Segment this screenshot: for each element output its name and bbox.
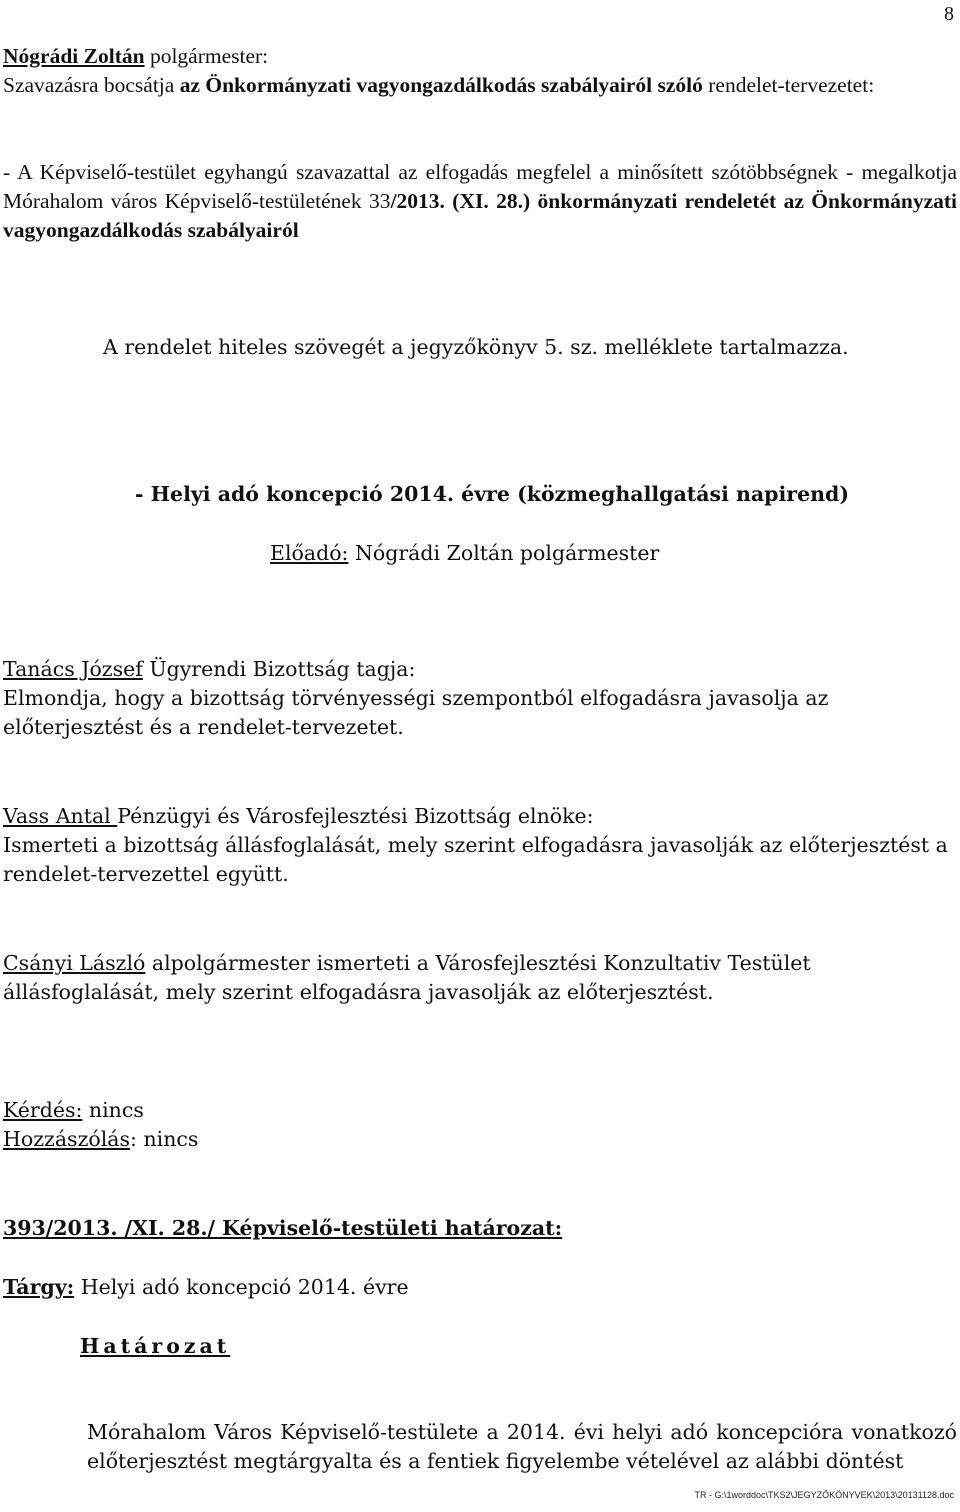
speaker-name: Nógrádi Zoltán [3,44,145,68]
statement-speaker: Vass Antal [3,804,118,828]
statement-speaker: Csányi László [3,951,146,975]
statement-speaker: Tanács József [3,657,143,681]
comment-label: Hozzászólás [3,1127,131,1151]
resolution-subject [3,1273,957,1302]
regulation-adopted: önkormányzati rendeletét az Önkormányzati vagyongazdálkodás szabályairól [3,189,958,242]
presenter-line [270,539,950,568]
statement-csanyi: Csányi László alpolgármester ismerteti a Városfejlesztési Konzultativ Testület állásfoglalását, mely szerint elfogadásra javasolják az előterjesztést. [3,951,811,1004]
file-path-footer: TR - G:\1worddoc\TKS2\JEGYZŐKÖNYVEK\2013\20131128.doc [694,1490,954,1500]
question-value: nincs [82,1098,144,1122]
agenda-title: - Helyi adó koncepció 2014. évre (közmeghallgatási napirend) [135,482,850,506]
resolution-number: 393/2013. /XI. 28./ Képviselő-testületi határozat: [3,1216,563,1240]
speaker-role: polgármester: [144,44,269,68]
page-number: 8 [944,3,954,25]
statement-vass: Vass Antal Pénzügyi és Városfejlesztési Bizottság elnöke: Ismerteti a bizottság állásfoglalását, mely szerint elfogadásra javasolják az előterjesztést a rendelet-tervezettel együtt. [3,802,957,889]
comment-value: : nincs [130,1127,199,1151]
statement-text: Ismerteti a bizottság állásfoglalását, mely szerint elfogadásra javasolják az előterjesztést a rendelet-tervezettel együtt. [3,833,948,886]
regulation-title: az Önkormányzati vagyongazdálkodás szabályairól szóló [179,73,703,97]
statement-tanacs: Tanács József Ügyrendi Bizottság tagja: Elmondja, hogy a bizottság törvényességi szempontból elfogadásra javasolja az előterjesztést és a rendelet-tervezetet. [3,655,957,742]
speaker-line [3,42,957,71]
vote-block [3,42,957,100]
presenter-name: Nógrádi Zoltán polgármester [348,541,660,565]
presenter-label: Előadó: [270,541,349,565]
qa-block [3,1096,957,1154]
question-label: Kérdés: [3,1098,83,1122]
vote-intro: Szavazásra bocsátja az Önkormányzati vagyongazdálkodás szabályairól szóló rendelet-tervezetet: [3,73,875,97]
subject-label: Tárgy: [3,1275,75,1299]
vote-result: - A Képviselő-testület egyhangú szavazattal az elfogadás megfelel a minősített szótöbbségnek - megalkotja Mórahalom város Képviselő-testületének 33/2013. (XI. 28.) önkormányzati rendeletét az Önkormányzati vagyongazdálkodás szabályairól [3,160,958,242]
subject-value: Helyi adó koncepció 2014. évre [74,1275,409,1299]
resolution-body: Mórahalom Város Képviselő-testülete a 2014. évi helyi adó koncepcióra vonatkozó előterjesztést megtárgyalta és a fentiek figyelembe vételével az alábbi döntést [87,1420,957,1473]
resolution-heading: Határozat [80,1334,231,1358]
statement-text: Elmondja, hogy a bizottság törvényességi szempontból elfogadásra javasolja az előterjesztést és a rendelet-tervezetet. [3,686,829,739]
regulation-note: A rendelet hiteles szövegét a jegyzőkönyv 5. sz. melléklete tartalmazza. [103,335,849,359]
